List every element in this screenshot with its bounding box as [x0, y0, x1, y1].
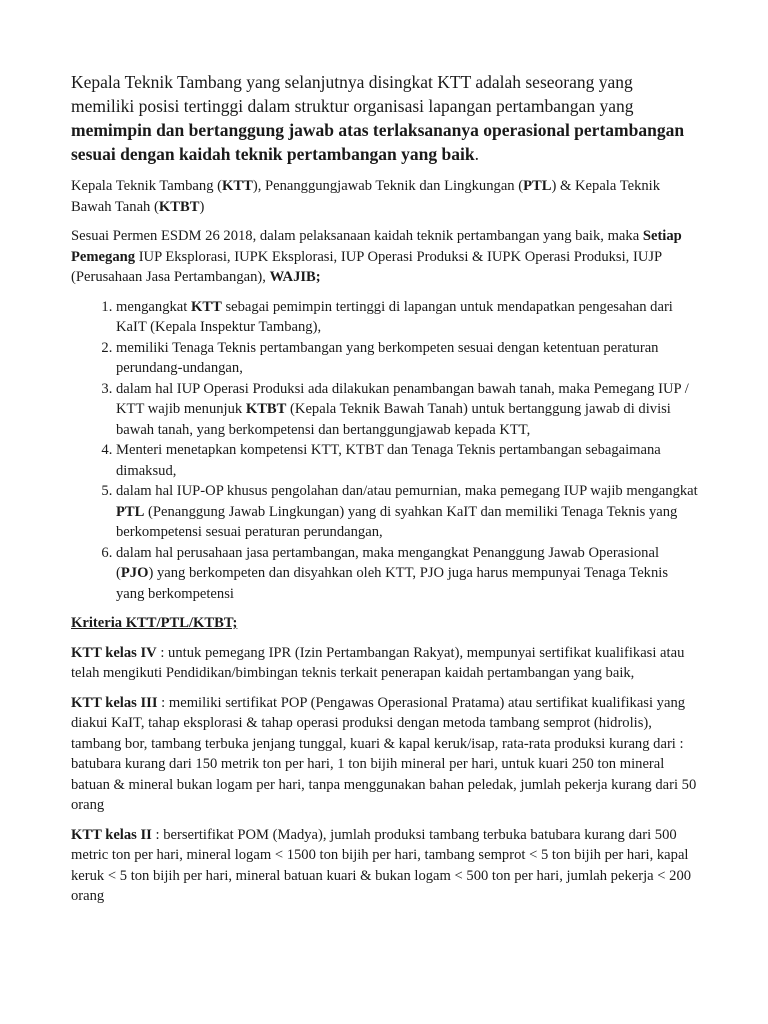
ktt-kelas-iv-text: : untuk pemegang IPR (Izin Pertambangan Rakyat), mempunyai sertifikat kualifikasi atau telah mengikuti Pendidikan/bimbingan teknis terkait penerapan kaidah pertambangan yang baik, [71, 644, 685, 681]
intro-bold-text: memimpin dan bertanggung jawab atas terlaksananya operasional pertambangan sesuai dengan kaidah teknik pertambangan yang baik [71, 120, 685, 164]
intro-end: . [474, 144, 479, 164]
roles-text-3: ) & Kepala Teknik Bawah Tanah ( [71, 178, 661, 215]
ktt-kelas-iii-paragraph [71, 693, 698, 816]
list-item-text: (Kepala Teknik Bawah Tanah) untuk bertanggung jawab di divisi bawah tanah, yang berkompetensi dan bertanggungjawab kepada KTT, [116, 401, 671, 438]
intro-paragraph [71, 70, 698, 166]
roles-text-1: Kepala Teknik Tambang ( [71, 178, 223, 194]
ktt-kelas-iii-text: : memiliki sertifikat POP (Pengawas Operasional Pratama) atau sertifikat kualifikasi yang diakui KaIT, tahap eksplorasi & tahap operasi produksi dengan metoda tambang semprot (hidrolis), tambang bor, tambang terbuka jenjang tunggal, kuari & kapal keruk/isap, rata-rata produksi kurang dari : batubara kurang dari 150 metrik ton per hari, 1 ton bijih mineral per hari, untuk kuari 250 ton mineral batuan & mineral bukan logam per hari, tanpa menggunakan bahan peledak, jumlah pekerja kurang dari 50 orang [71, 694, 697, 813]
permen-text-1: Sesuai Permen ESDM 26 2018, dalam pelaksanaan kaidah teknik pertambangan yang baik, maka [71, 228, 643, 244]
roles-text-4: ) [199, 198, 205, 215]
list-item-text: memiliki Tenaga Teknis pertambangan yang berkompeten sesuai dengan ketentuan peraturan perundang-undangan, [116, 339, 659, 376]
intro-text: Kepala Teknik Tambang yang selanjutnya disingkat KTT adalah seseorang yang memiliki posisi tertinggi dalam struktur organisasi lapangan pertambangan yang [71, 72, 634, 116]
list-item-text: mengangkat [116, 298, 191, 315]
ktt-kelas-iv-label: KTT kelas IV [71, 644, 157, 661]
obligation-list [71, 297, 698, 605]
roles-ptl: PTL [523, 178, 552, 194]
list-item-text: ) yang berkompeten dan disyahkan oleh KTT, PJO juga harus mempunyai Tenaga Teknis yang berkompetensi [116, 565, 669, 602]
ktt-kelas-ii-text: : bersertifikat POM (Madya), jumlah produksi tambang terbuka batubara kurang dari 500 metric ton per hari, mineral logam < 1500 ton bijih per hari, tambang semprot < 5 ton bijih per hari, kapal keruk < 5 ton bijih per hari, mineral batuan kuari & bukan logam < 500 ton per hari, jumlah pekerja < 200 orang [71, 826, 692, 904]
roles-paragraph [71, 176, 698, 217]
list-item-text: (Penanggung Jawab Lingkungan) yang di syahkan KaIT dan memiliki Tenaga Teknis yang berkompetensi sesuai peraturan perundangan, [116, 503, 678, 540]
list-item-bold: KTBT [245, 401, 287, 417]
ktt-kelas-ii-label: KTT kelas II [71, 826, 152, 843]
list-item-text: sebagai pemimpin tertinggi di lapangan untuk mendapatkan pengesahan dari KaIT (Kepala Inspektur Tambang), [116, 298, 673, 335]
list-item-bold: KTT [190, 298, 222, 315]
list-item-bold: PJO [120, 565, 149, 581]
ktt-kelas-iv-paragraph [71, 643, 698, 684]
list-item [116, 440, 698, 481]
list-item-bold: PTL [116, 503, 145, 520]
list-item [116, 338, 698, 379]
criteria-heading: Kriteria KTT/PTL/KTBT; [71, 615, 238, 631]
ktt-kelas-ii-paragraph [71, 825, 698, 907]
list-item-text: dalam hal IUP Operasi Produksi ada dilakukan penambangan bawah tanah, maka Pemegang IUP / KTT wajib menunjuk [116, 380, 689, 417]
roles-text-2: ), Penanggungjawab Teknik dan Lingkungan ( [252, 178, 524, 194]
list-item [116, 543, 698, 605]
permen-wajib: WAJIB; [269, 269, 321, 285]
list-item [116, 297, 698, 338]
list-item-text: dalam hal perusahaan jasa pertambangan, maka mengangkat Penanggung Jawab Operasional ( [116, 544, 660, 581]
permen-setiap-pemegang: Setiap Pemegang [71, 228, 682, 265]
list-item-text: Menteri menetapkan kompetensi KTT, KTBT dan Tenaga Teknis pertambangan sebagaimana dimaksud, [116, 442, 661, 479]
list-item [116, 481, 698, 543]
ktt-kelas-iii-label: KTT kelas III [71, 694, 158, 711]
list-item-text: dalam hal IUP-OP khusus pengolahan dan/atau pemurnian, maka pemegang IUP wajib mengangkat [116, 483, 698, 499]
roles-ktbt: KTBT [158, 198, 200, 215]
permen-paragraph [71, 226, 698, 288]
permen-text-2: IUP Eksplorasi, IUPK Eksplorasi, IUP Operasi Produksi & IUPK Operasi Produksi, IUJP (Perusahaan Jasa Pertambangan), [71, 248, 662, 285]
list-item [116, 379, 698, 441]
roles-ktt: KTT [222, 178, 253, 194]
